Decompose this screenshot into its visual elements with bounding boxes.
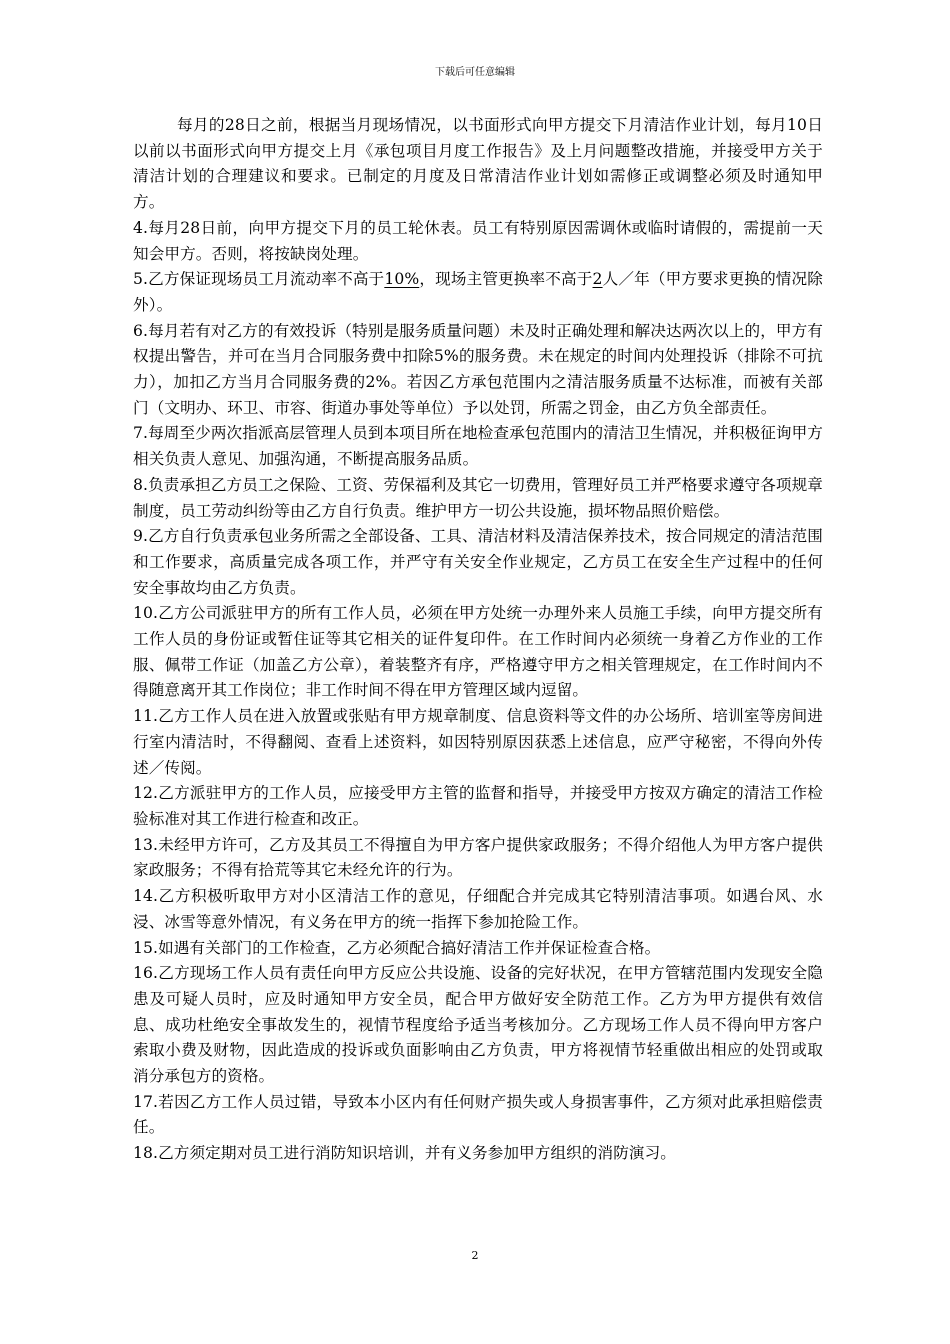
clause-5-turnover-rate	[133, 267, 823, 318]
clause-7-inspection: 7.每周至少两次指派高层管理人员到本项目所在地检查承包范围内的清洁卫生情况，并积极征询甲方相关负责人意见、加强沟通，不断提高服务品质。	[133, 424, 823, 469]
clause-13-domestic-services: 13.未经甲方许可，乙方及其员工不得擅自为甲方客户提供家政服务；不得介绍他人为甲方客户提供家政服务；不得有拾荒等其它未经允许的行为。	[133, 835, 823, 880]
clause-9-equipment: 9.乙方自行负责承包业务所需之全部设备、工具、清洁材料及清洁保养技术，按合同规定的清洁范围和工作要求，高质量完成各项工作，并严守有关安全作业规定，乙方员工在安全生产过程中的任何安全事故均由乙方负责。	[133, 527, 823, 597]
clause-14-feedback: 14.乙方积极听取甲方对小区清洁工作的意见，仔细配合并完成其它特别清洁事项。如遇台风、水浸、冰雪等意外情况，有义务在甲方的统一指挥下参加抢险工作。	[133, 887, 823, 931]
paragraph-monthly-plan: 每月的28日之前，根据当月现场情况，以书面形式向甲方提交下月清洁作业计划，每月10日以前以书面形式向甲方提交上月《承包项目月度工作报告》及上月问题整改措施，并接受甲方关于清洁计划的合理建议和要求。已制定的月度及日常清洁作业计划如需修正或调整必须及时通知甲方。	[133, 116, 823, 212]
clause-12-supervision: 12.乙方派驻甲方的工作人员，应接受甲方主管的监督和指导，并接受甲方按双方确定的清洁工作检验标准对其工作进行检查和改正。	[133, 784, 823, 828]
clause-16-security: 16.乙方现场工作人员有责任向甲方反应公共设施、设备的完好状况，在甲方管辖范围内发现安全隐患及可疑人员时，应及时通知甲方安全员，配合甲方做好安全防范工作。乙方为甲方提供有效信息、成功杜绝安全事故发生的，视情节程度给予适当考核加分。乙方现场工作人员不得向甲方客户索取小费及财物，因此造成的投诉或负面影响由乙方负责，甲方将视情节轻重做出相应的处罚或取消分承包方的资格。	[133, 964, 823, 1086]
page-number: 2	[471, 1249, 479, 1262]
clause-4-rotation-schedule: 4.每月28日前，向甲方提交下月的员工轮休表。员工有特别原因需调休或临时请假的，需提前一天知会甲方。否则，将按缺岗处理。	[133, 218, 823, 263]
supervisor-change-count: 2	[592, 270, 603, 289]
clause-15-inspections: 15.如遇有关部门的工作检查，乙方必须配合搞好清洁工作并保证检查合格。	[133, 938, 661, 957]
clause-10-staff-procedures: 10.乙方公司派驻甲方的所有工作人员，必须在甲方处统一办理外来人员施工手续，向甲方提交所有工作人员的身份证或暂住证等其它相关的证件复印件。在工作时间内必须统一身着乙方作业的工作服、佩带工作证（加盖乙方公章），着装整齐有序，严格遵守甲方之相关管理规定，在工作时间内不得随意离开其工作岗位；非工作时间不得在甲方管理区域内逗留。	[133, 604, 823, 700]
clause-6-complaints: 6.每月若有对乙方的有效投诉（特别是服务质量问题）未及时正确处理和解决达两次以上的，甲方有权提出警告，并可在当月合同服务费中扣除5%的服务费。未在规定的时间内处理投诉（排除不可抗力），加扣乙方当月合同服务费的2%。若因乙方承包范围内之清洁服务质量不达标准，而被有关部门（文明办、环卫、市容、街道办事处等单位）予以处罚，所需之罚金，由乙方负全部责任。	[133, 321, 823, 417]
document-body	[133, 113, 823, 1167]
clause-18-fire-training: 18.乙方须定期对员工进行消防知识培训，并有义务参加甲方组织的消防演习。	[133, 1144, 676, 1163]
clause-5-text-a: 5.乙方保证现场员工月流动率不高于	[133, 270, 385, 289]
clause-17-liability: 17.若因乙方工作人员过错，导致本小区内有任何财产损失或人身损害事件，乙方须对此承担赔偿责任。	[133, 1092, 823, 1137]
clause-8-staff-costs: 8.负责承担乙方员工之保险、工资、劳保福利及其它一切费用，管理好员工并严格要求遵守各项规章制度，员工劳动纠纷等由乙方自行负责。维护甲方一切公共设施，损坏物品照价赔偿。	[133, 475, 823, 520]
clause-11-confidentiality: 11.乙方工作人员在进入放置或张贴有甲方规章制度、信息资料等文件的办公场所、培训室等房间进行室内清洁时，不得翻阅、查看上述资料，如因特别原因获悉上述信息，应严守秘密，不得向外传述／传阅。	[133, 707, 823, 777]
clause-5-text-b: ，现场主管更换率不高于	[419, 270, 593, 289]
turnover-rate-value: 10%	[384, 270, 420, 289]
page-header: 下载后可任意编辑	[435, 67, 515, 78]
clause-5-text-c: 人／年（甲方要求更换的情况除外）。	[133, 270, 823, 314]
